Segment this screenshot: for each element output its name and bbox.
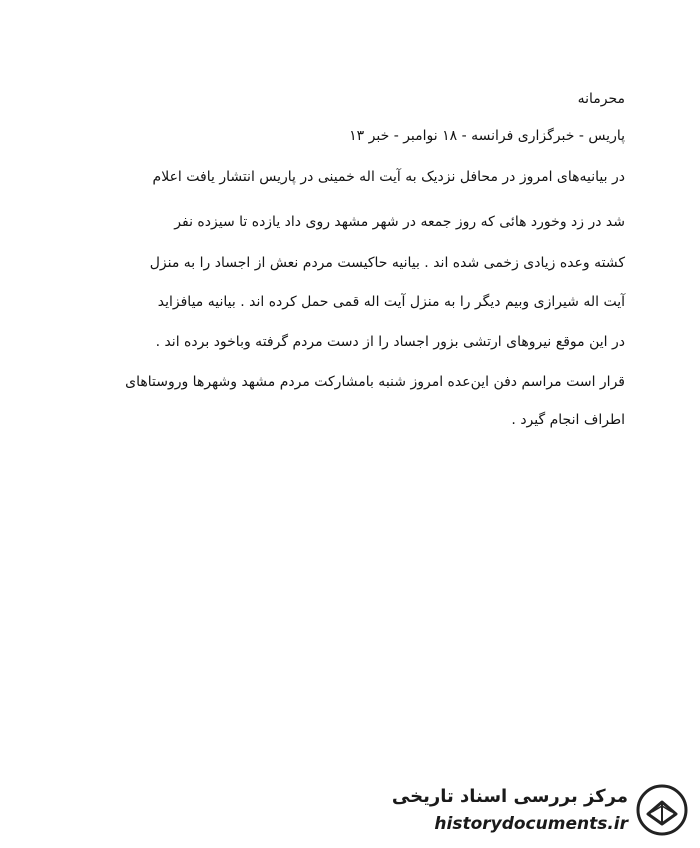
body-line: در بیانیه‌های امروز در محافل نزدیک به آیت اله خمینی در پاریس انتشار یافت اعلام xyxy=(152,169,625,185)
body-line: قرار است مراسم دفن این‌عده امروز شنبه بامشارکت مردم مشهد وشهرها وروستاهای xyxy=(125,374,625,390)
body-line: شد در زد وخورد هائی که روز جمعه در شهر مشهد روی داد یازده تا سیزده نفر xyxy=(174,214,625,230)
body-line: اطراف انجام گیرد . xyxy=(511,412,625,428)
dateline: پاریس - خبرگزاری فرانسه - ۱۸ نوامبر - خبر ۱۳ xyxy=(349,128,625,144)
body-line: در این موقع نیروهای ارتشی بزور اجساد را از دست مردم گرفته وباخود برده اند . xyxy=(155,334,625,350)
watermark-title: مرکز بررسی اسناد تاریخی xyxy=(391,786,628,807)
watermark xyxy=(391,784,688,840)
classification-label: محرمانه xyxy=(577,91,625,107)
body-line: کشته وعده زیادی زخمی شده اند . بیانیه حاکیست مردم نعش از اجساد را به منزل xyxy=(149,255,625,271)
book-logo-icon xyxy=(636,784,688,836)
body-line: آیت اله شیرازی وبیم دیگر را به منزل آیت اله قمی حمل کرده اند . بیانیه میافزاید xyxy=(157,294,625,310)
watermark-url: historydocuments.ir xyxy=(434,814,628,834)
